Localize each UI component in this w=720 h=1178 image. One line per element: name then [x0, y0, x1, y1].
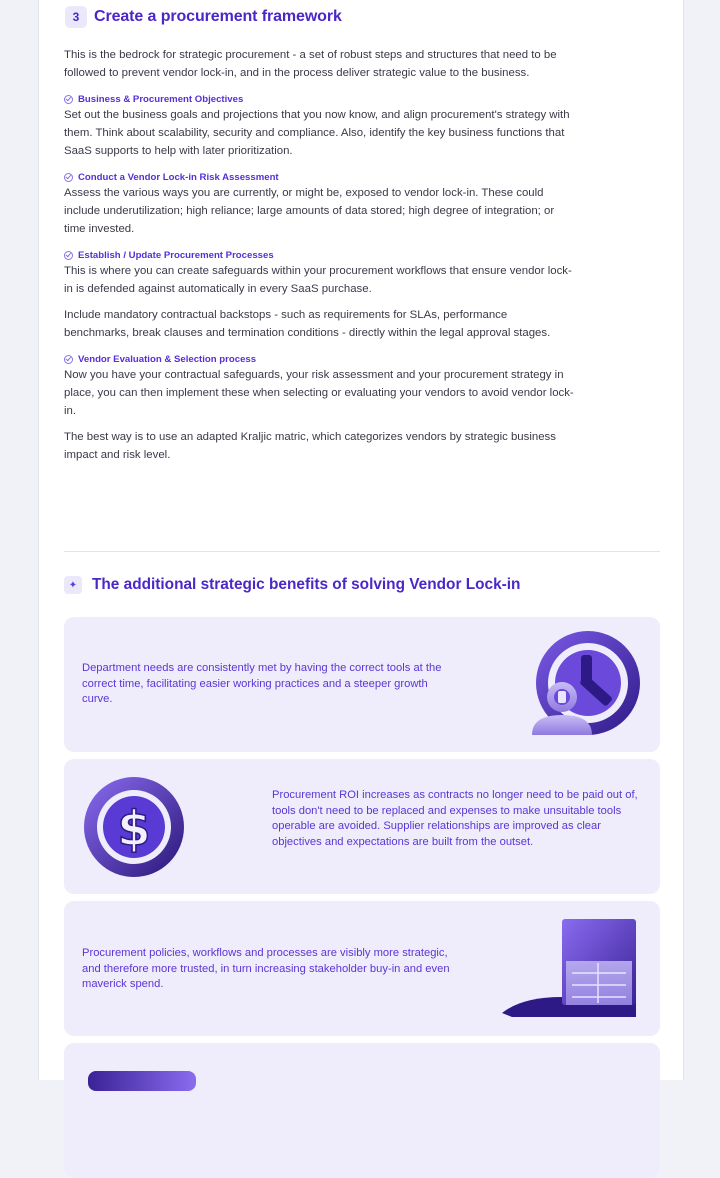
step-intro: This is the bedrock for strategic procurement - a set of robust steps and structures that need to be followed to prevent vendor lock-in, and in the process deliver strategic value to the business. [64, 49, 557, 79]
check-circle-icon [64, 355, 73, 364]
section-paragraph: This is where you can create safeguards within your procurement workflows that ensure vendor lock-in is defended against automatically in every SaaS purchase. [64, 265, 572, 295]
step-header [65, 6, 342, 28]
section-heading-label: Conduct a Vendor Lock-in Risk Assessment [78, 171, 279, 183]
step-number-badge: 3 [65, 6, 87, 28]
check-circle-icon [64, 173, 73, 182]
check-circle-icon [64, 251, 73, 260]
section-heading-label: Establish / Update Procurement Processes [78, 249, 274, 261]
benefit-card [64, 901, 660, 1036]
document-stack-icon [502, 917, 642, 1021]
section-paragraph: Set out the business goals and projections that you now know, and align procurement's strategy with them. Think about scalability, security and compliance. Also, identify the key business functions that SaaS supports to help with later prioritization. [64, 109, 570, 157]
section-heading [64, 248, 574, 262]
section-heading [64, 92, 574, 106]
check-circle-icon [64, 95, 73, 104]
benefit-text: Department needs are consistently met by having the correct tools at the correct time, facilitating easier working practices and a steeper growth curve. [82, 662, 442, 706]
benefit-text: Procurement policies, workflows and processes are visibly more strategic, and therefore more trusted, in turn increasing stakeholder buy-in and even maverick spend. [82, 947, 450, 991]
benefit-card [64, 759, 660, 894]
benefit-card [64, 617, 660, 752]
section-paragraph: The best way is to use an adapted Kraljic matric, which categorizes vendors by strategic business impact and risk level. [64, 431, 556, 461]
sparkle-icon: ✦ [64, 576, 82, 594]
step-body [64, 46, 574, 472]
benefit-card [64, 1043, 660, 1178]
svg-text:$: $ [117, 801, 151, 857]
clock-person-icon [522, 631, 648, 737]
section-heading [64, 352, 574, 366]
section-paragraph: Now you have your contractual safeguards, your risk assessment and your procurement strategy in place, you can then implement these when selecting or evaluating your vendors to avoid vendor lock-in. [64, 369, 574, 417]
article-page [38, 0, 684, 1080]
section-paragraph: Include mandatory contractual backstops - such as requirements for SLAs, performance benchmarks, break clauses and termination conditions - directly within the legal approval stages. [64, 309, 551, 339]
benefit-illustration [88, 1071, 198, 1091]
dollar-coin-icon [82, 775, 190, 879]
section-divider [64, 551, 660, 552]
section-heading-label: Business & Procurement Objectives [78, 93, 244, 105]
benefits-title: The additional strategic benefits of solving Vendor Lock-in [92, 576, 521, 593]
section-heading-label: Vendor Evaluation & Selection process [78, 353, 257, 365]
benefits-header [64, 576, 520, 594]
benefit-text: Procurement ROI increases as contracts no longer need to be paid out of, tools don't need to be replaced and expenses to make unsuitable tools operable are avoided. Supplier relationships are improved as clear objectives and expectations are built from the outset. [272, 789, 638, 848]
section-heading [64, 170, 574, 184]
section-paragraph: Assess the various ways you are currently, or might be, exposed to vendor lock-in. These could include underutilization; high reliance; large amounts of data stored; high degree of integration; or time invested. [64, 187, 555, 235]
step-title: Create a procurement framework [94, 8, 342, 25]
